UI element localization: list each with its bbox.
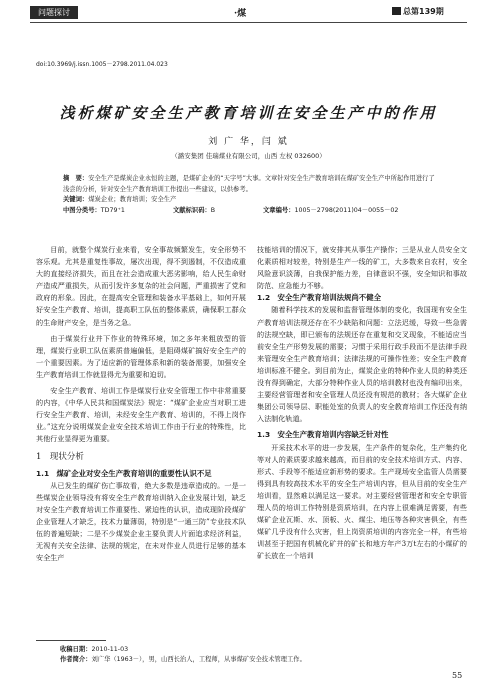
authors: 刘 广 华，闫 斌: [208, 137, 289, 147]
paragraph: 随着科学技术的发展和监督管理体制的变化，我国现有安全生产教育培训法规还存在不少缺陷和问题：立法迟缓，导致一些急需的法规空缺，即已颁布的法规还存在重复和交叉现象，不能适应当前安全生产形势发展的需要；习惯于采用行政手段而不是法律手段来管理安全生产教育培训；法律法规的可操作性差；安全生产教育培训标准不健全。到目前为止，煤炭企业的特种作业人员的种类还没有得到确定，大部分特种作业人员的培训教材也没有编印出来，主要经营管理者和安全管理人员还没有规范的教材；各大煤矿企业集团公司领导层、职能处室的负责人的安全教育培训工作还没有纳入法制化轨道。: [257, 305, 467, 424]
page-number: 55: [452, 671, 463, 680]
footnotes: [60, 645, 306, 665]
journal-issue-text: 总第139期: [403, 7, 444, 16]
classification-row: [63, 206, 438, 217]
left-column: [36, 244, 246, 564]
abstract-block: [63, 174, 438, 217]
abstract: [63, 174, 438, 195]
abstract-label: 摘 要：: [63, 175, 89, 182]
keywords-text: 煤炭企业；教育培训；安全生产: [88, 196, 177, 204]
subsection-heading: 1.1 煤矿企业对安全生产教育培训的重要性认识不足: [36, 468, 212, 478]
paragraph: 开采技术水平的进一步发展，生产条件的复杂化，生产集约化等对人的素质要求越来越高，而目前的安全技术培训方式、内容、形式、手段等不能适应新形势的要求。生产现场安全监管人员需要得到具有较高技术水平的安全生产培训内容，但从目前的安全生产培训看，显然难以满足这一要求。对主要经营管理者和安全专职管理人员的培训工作特别是资质培训，在内容上很难满足需要，有些煤矿企业瓦斯、水、顶板、火、煤尘、地压等各种灾害俱全，有些煤矿几乎没有什么灾害，但上岗资质培训的内容完全一样，有些培训甚至于把国有机械化矿井的矿长和地方年产3万t左右的小煤矿的矿长放在一个培训: [257, 442, 467, 561]
clc: 中图分类号：TD79⁺1: [63, 206, 125, 214]
paragraph: 目前，就整个煤炭行业来看，安全事故频繁发生，安全形势不容乐观。尤其是重复性事故，屡次出现，得不到遏制，不仅造成重大的直接经济损失，而且在社会造成重大恶劣影响，给人民生命财产造成严重损失，从而引发许多复杂的社会问题，严重损害了党和政府的形象。因此，在提高安全管理和装备水平基础上，如何开展好安全生产教育、培训，提高职工队伍的整体素质，确保职工群众的生命财产安全，是当务之急。: [36, 245, 246, 327]
header-rule: [30, 22, 467, 23]
paragraph: 安全生产教育、培训工作是煤炭行业安全管理工作中非常重要的内容，《中华人民共和国煤炭法》规定：“煤矿企业应当对职工进行安全生产教育、培训，未经安全生产教育、培训的，不得上岗作业。”这充分说明煤炭企业安全技术培训工作由于行业的特殊性，比其他行业显得更为重要。: [36, 386, 246, 444]
affiliation: （潞安集团 佳瑞煤业有限公司，山西 左权 032600）: [171, 152, 326, 160]
subsection-heading: 1.3 安全生产教育培训内容缺乏针对性: [257, 430, 389, 440]
journal-issue: [392, 6, 444, 17]
doc-code: 文献标识码：B: [173, 206, 216, 214]
paragraph: 技能培训的情况下，就安排其从事生产操作；三是从业人员安全文化素质相对较差，特别是生产一线的矿工，大多数来自农村，安全风险意识淡薄，自我保护能力差，自律意识不强，安全知识和事故防范、应急能力不够。: [257, 245, 467, 291]
paragraph: 从已发生的煤矿伤亡事故看，绝大多数是违章造成的。一是一些煤炭企业领导没有将安全生产教育培训纳入企业发展计划，缺乏对安全生产教育培训工作重要性、紧迫性的认识，造成现阶段煤矿企业管理人才缺乏，技术力量薄弱，特别是“一通三防”专业技术队伍的普遍短缺；二是不少煤炭企业主要负责人片面追求经济利益，无视有关安全法律、法规的规定，在未对作业人员进行足够的基本安全生产: [36, 480, 246, 563]
abstract-text: 安全生产是煤炭企业永恒的主题，是煤矿企业的“天字号”大事。文章针对安全生产教育培训在煤矿安全生产中所起作用进行了浅尝的分析，针对安全生产教育培训工作提出一些建议，以供参考。: [63, 175, 435, 193]
article-title: 浅析煤矿安全生产教育培训在安全生产中的作用: [59, 104, 438, 122]
received-date: 收稿日期：2010-11-03: [60, 646, 129, 653]
author-bio: 作者简介：刘广华（1963－），男，山西长治人，工程师，从事煤矿安全技术管理工作。: [60, 656, 306, 663]
keywords: [63, 195, 438, 206]
footnote-rule: [36, 640, 106, 641]
keywords-label: 关键词：: [63, 196, 89, 204]
journal-mark-icon: [392, 7, 401, 15]
paragraph: 由于煤炭行业井下作业的特殊环境，加之多年来粗放型的管理，煤炭行业职工队伍素质普遍偏低，是阻碍煤矿搞好安全生产的一个重要因素。为了适应新的管理体系和新的装备需要，加强安全生产教育培训工作就显得尤为重要和迫切。: [36, 333, 246, 379]
running-header: [0, 0, 497, 25]
doi: doi:10.3969/j.issn.1005－2798.2011.04.023: [36, 61, 168, 68]
header-center-mark: ·煤: [234, 9, 247, 19]
section-tag: 问题探讨: [30, 6, 78, 19]
subsection-heading: 1.2 安全生产教育培训法规尚不健全: [257, 293, 381, 303]
right-column: [257, 244, 467, 562]
section-heading: 1 现状分析: [36, 451, 84, 462]
article-number: 文章编号：1005－2798(2011)04－0055－02: [263, 206, 399, 214]
